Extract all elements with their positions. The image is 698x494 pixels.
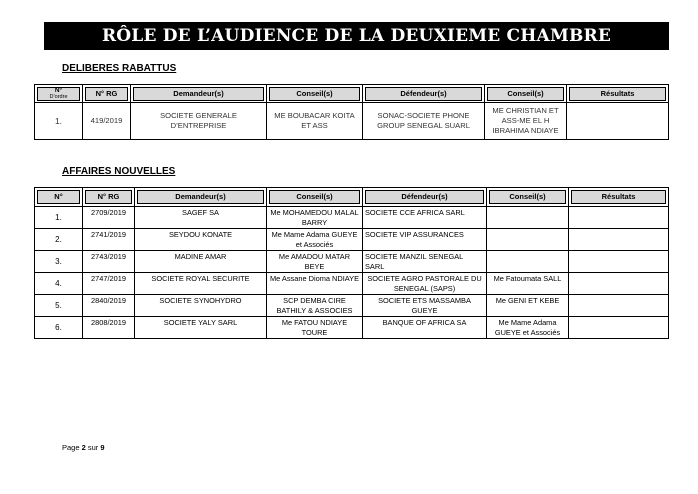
header-conseil-defendeur: Conseil(s)	[485, 85, 567, 103]
cell-num: 1.	[35, 207, 83, 229]
header-demandeur: Demandeur(s)	[131, 85, 267, 103]
cell-defendeur: SOCIETE ETS MASSAMBA GUEYE	[363, 295, 487, 317]
cell-defendeur: BANQUE OF AFRICA SA	[363, 317, 487, 339]
section-title-affaires-nouvelles: AFFAIRES NOUVELLES	[62, 166, 176, 177]
header-rg: N° RG	[83, 188, 135, 207]
cell-rg: 2808/2019	[83, 317, 135, 339]
page-footer	[62, 443, 105, 452]
cell-num: 5.	[35, 295, 83, 317]
header-num: N°	[35, 188, 83, 207]
cell-conseil-defendeur: ME CHRISTIAN ET ASS-ME EL H IBRAHIMA NDIAYE	[485, 103, 567, 140]
table-row	[35, 317, 669, 339]
footer-current-page: 2	[81, 443, 86, 452]
cell-rg: 2747/2019	[83, 273, 135, 295]
footer-prefix: Page	[62, 443, 80, 452]
cell-resultats	[569, 207, 669, 229]
cell-defendeur: SOCIETE AGRO PASTORALE DU SENEGAL (SAPS)	[363, 273, 487, 295]
cell-demandeur: SOCIETE GENERALE D’ENTREPRISE	[131, 103, 267, 140]
cell-resultats	[567, 103, 669, 140]
cell-num: 4.	[35, 273, 83, 295]
header-rg: N° RG	[83, 85, 131, 103]
cell-defendeur: SONAC-SOCIETE PHONE GROUP SENEGAL SUARL	[363, 103, 485, 140]
table-row	[35, 295, 669, 317]
cell-rg: 2709/2019	[83, 207, 135, 229]
cell-demandeur: SEYDOU KONATE	[135, 229, 267, 251]
header-resultats: Résultats	[569, 188, 669, 207]
cell-defendeur: SOCIETE CCE AFRICA SARL	[363, 207, 487, 229]
cell-conseil-defendeur	[487, 229, 569, 251]
header-conseil: Conseil(s)	[267, 85, 363, 103]
cell-conseil-defendeur	[487, 207, 569, 229]
header-conseil-defendeur: Conseil(s)	[487, 188, 569, 207]
header-defendeur: Défendeur(s)	[363, 85, 485, 103]
cell-conseil-defendeur: Me Mame Adama GUEYE et Associés	[487, 317, 569, 339]
cell-demandeur: SOCIETE ROYAL SECURITE	[135, 273, 267, 295]
cell-conseil: ME BOUBACAR KOITA ET ASS	[267, 103, 363, 140]
page-title: RÔLE DE L’AUDIENCE DE LA DEUXIEME CHAMBRE	[44, 22, 669, 50]
table-header-row	[35, 85, 669, 103]
section-title-deliberes: DELIBERES RABATTUS	[62, 63, 177, 74]
cell-conseil: Me MOHAMEDOU MALAL BARRY	[267, 207, 363, 229]
cell-conseil-defendeur	[487, 251, 569, 273]
affaires-nouvelles-table	[34, 187, 669, 339]
cell-demandeur: MADINE AMAR	[135, 251, 267, 273]
cell-defendeur: SOCIETE VIP ASSURANCES	[363, 229, 487, 251]
table-row	[35, 273, 669, 295]
table-row	[35, 229, 669, 251]
cell-conseil-defendeur: Me GENI ET KEBE	[487, 295, 569, 317]
cell-demandeur: SOCIETE YALY SARL	[135, 317, 267, 339]
cell-demandeur: SAGEF SA	[135, 207, 267, 229]
deliberes-table	[34, 84, 669, 140]
table-header-row	[35, 188, 669, 207]
table-row	[35, 103, 669, 140]
cell-conseil: Me FATOU NDIAYE TOURE	[267, 317, 363, 339]
cell-num: 2.	[35, 229, 83, 251]
cell-num: 3.	[35, 251, 83, 273]
cell-rg: 2743/2019	[83, 251, 135, 273]
cell-resultats	[569, 273, 669, 295]
cell-conseil: Me Mame Adama GUEYE et Associés	[267, 229, 363, 251]
cell-num: 6.	[35, 317, 83, 339]
cell-rg: 2840/2019	[83, 295, 135, 317]
footer-separator: sur	[87, 443, 99, 452]
table-row	[35, 251, 669, 273]
cell-conseil: Me Assane Dioma NDIAYE	[267, 273, 363, 295]
header-defendeur: Défendeur(s)	[363, 188, 487, 207]
header-conseil: Conseil(s)	[267, 188, 363, 207]
header-demandeur: Demandeur(s)	[135, 188, 267, 207]
footer-total-pages: 9	[100, 443, 105, 452]
cell-num: 1.	[35, 103, 83, 140]
cell-rg: 2741/2019	[83, 229, 135, 251]
cell-resultats	[569, 317, 669, 339]
cell-resultats	[569, 229, 669, 251]
header-num: N° D’ordre	[35, 85, 83, 103]
cell-demandeur: SOCIETE SYNOHYDRO	[135, 295, 267, 317]
cell-resultats	[569, 251, 669, 273]
cell-resultats	[569, 295, 669, 317]
cell-defendeur: SOCIETE MANZIL SENEGAL SARL	[363, 251, 487, 273]
table-row	[35, 207, 669, 229]
cell-conseil: SCP DEMBA CIRE BATHILY & ASSOCIES	[267, 295, 363, 317]
cell-rg: 419/2019	[83, 103, 131, 140]
header-resultats: Résultats	[567, 85, 669, 103]
cell-conseil-defendeur: Me Fatoumata SALL	[487, 273, 569, 295]
cell-conseil: Me AMADOU MATAR BEYE	[267, 251, 363, 273]
